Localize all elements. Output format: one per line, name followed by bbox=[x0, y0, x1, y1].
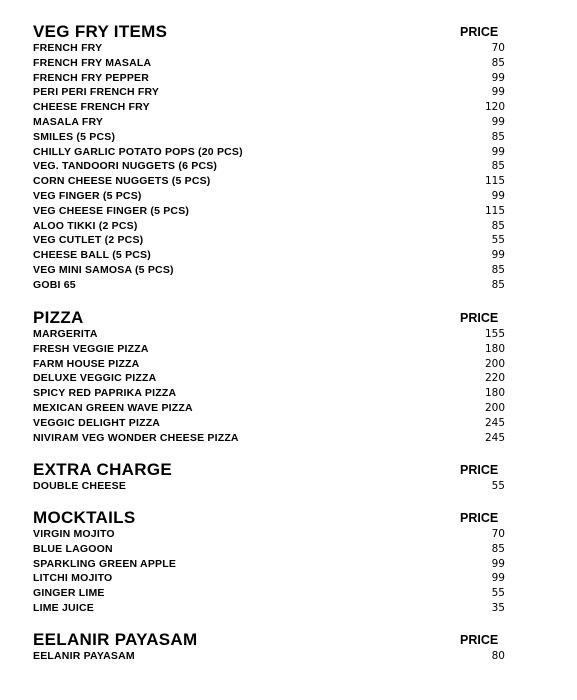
item-price: 99 bbox=[491, 86, 505, 99]
menu-item bbox=[0, 357, 577, 372]
item-name: MEXICAN GREEN WAVE PIZZA bbox=[33, 401, 193, 414]
menu-item bbox=[0, 100, 577, 115]
item-name: LIME JUICE bbox=[33, 601, 94, 614]
section-title: PIZZA bbox=[33, 308, 84, 327]
menu-item bbox=[0, 145, 577, 160]
item-name: CORN CHEESE NUGGETS (5 PCS) bbox=[33, 175, 211, 188]
item-price: 85 bbox=[491, 219, 505, 232]
item-name: MASALA FRY bbox=[33, 115, 104, 128]
item-name: ALOO TIKKI (2 PCS) bbox=[33, 219, 138, 232]
item-price: 85 bbox=[491, 278, 505, 291]
item-price: 70 bbox=[491, 528, 505, 540]
item-name: VEG FINGER (5 PCS) bbox=[33, 189, 142, 202]
item-price: 85 bbox=[491, 130, 505, 143]
item-price: 55 bbox=[491, 587, 505, 600]
menu-item bbox=[0, 278, 577, 293]
item-name: SPICY RED PAPRIKA PIZZA bbox=[33, 387, 177, 400]
item-price: 99 bbox=[491, 145, 505, 158]
menu-item bbox=[0, 189, 577, 204]
section-header bbox=[0, 308, 577, 328]
price-column-label: PRICE bbox=[460, 633, 499, 647]
menu-item bbox=[0, 41, 577, 56]
item-price: 99 bbox=[491, 115, 505, 128]
menu-item bbox=[0, 371, 577, 386]
menu-item bbox=[0, 159, 577, 174]
item-name: SPARKLING GREEN APPLE bbox=[33, 557, 177, 570]
item-name: FRESH VEGGIE PIZZA bbox=[33, 342, 149, 355]
section-title: EXTRA CHARGE bbox=[33, 460, 172, 479]
item-price: 200 bbox=[484, 401, 505, 414]
menu-item bbox=[0, 386, 577, 401]
menu-item bbox=[0, 401, 577, 416]
item-name: VEG CUTLET (2 PCS) bbox=[33, 234, 144, 247]
item-price: 35 bbox=[491, 601, 505, 614]
item-name: FARM HOUSE PIZZA bbox=[33, 357, 140, 370]
menu-item bbox=[0, 571, 577, 586]
menu-item bbox=[0, 601, 577, 616]
section-title: MOCKTAILS bbox=[33, 508, 136, 527]
item-name: DOUBLE CHEESE bbox=[33, 480, 127, 492]
section-title: EELANIR PAYASAM bbox=[33, 630, 198, 649]
item-price: 85 bbox=[491, 160, 505, 173]
item-price: 180 bbox=[484, 387, 505, 400]
menu-item bbox=[0, 115, 577, 130]
section-eelanir-payasam bbox=[0, 630, 577, 665]
item-price: 120 bbox=[484, 101, 505, 114]
menu-item bbox=[0, 248, 577, 263]
item-price: 245 bbox=[484, 431, 505, 444]
item-price: 99 bbox=[491, 189, 505, 202]
item-name: CHEESE FRENCH FRY bbox=[33, 101, 150, 114]
item-name: VEGGIC DELIGHT PIZZA bbox=[33, 416, 161, 429]
item-name: CHILLY GARLIC POTATO POPS (20 PCS) bbox=[33, 145, 243, 158]
item-price: 115 bbox=[484, 175, 505, 188]
section-header bbox=[0, 630, 577, 650]
item-price: 99 bbox=[491, 249, 505, 262]
item-name: LITCHI MOJITO bbox=[33, 572, 113, 585]
section-title: VEG FRY ITEMS bbox=[33, 22, 168, 41]
section-header bbox=[0, 460, 577, 480]
section-mocktails bbox=[0, 508, 577, 617]
item-price: 80 bbox=[491, 650, 505, 662]
section-header bbox=[0, 508, 577, 528]
item-price: 155 bbox=[484, 328, 505, 340]
item-name: NIVIRAM VEG WONDER CHEESE PIZZA bbox=[33, 431, 239, 444]
item-price: 99 bbox=[491, 557, 505, 570]
menu-item bbox=[0, 71, 577, 86]
menu-item bbox=[0, 557, 577, 572]
item-price: 55 bbox=[491, 480, 505, 492]
item-price: 180 bbox=[484, 342, 505, 355]
item-list bbox=[0, 527, 577, 616]
item-price: 70 bbox=[491, 42, 505, 54]
item-name: GOBI 65 bbox=[33, 278, 76, 291]
menu-item bbox=[0, 649, 577, 664]
item-price: 200 bbox=[484, 357, 505, 370]
menu-item bbox=[0, 542, 577, 557]
price-column-label: PRICE bbox=[460, 311, 499, 325]
item-price: 55 bbox=[491, 234, 505, 247]
item-name: FRENCH FRY bbox=[33, 42, 103, 54]
item-name: VEG CHEESE FINGER (5 PCS) bbox=[33, 204, 190, 217]
menu-item bbox=[0, 263, 577, 278]
menu-item bbox=[0, 416, 577, 431]
item-name: CHEESE BALL (5 PCS) bbox=[33, 249, 151, 262]
item-name: MARGERITA bbox=[33, 328, 98, 340]
item-price: 99 bbox=[491, 71, 505, 84]
item-name: VEG. TANDOORI NUGGETS (6 PCS) bbox=[33, 160, 218, 173]
item-list bbox=[0, 327, 577, 445]
menu-item bbox=[0, 85, 577, 100]
item-name: FRENCH FRY PEPPER bbox=[33, 71, 150, 84]
section-veg-fry-items bbox=[0, 22, 577, 294]
item-price: 220 bbox=[484, 372, 505, 385]
item-name: GINGER LIME bbox=[33, 587, 105, 600]
menu-item bbox=[0, 233, 577, 248]
item-price: 85 bbox=[491, 263, 505, 276]
menu-item bbox=[0, 327, 577, 342]
item-name: EELANIR PAYASAM bbox=[33, 650, 135, 662]
item-name: FRENCH FRY MASALA bbox=[33, 56, 152, 69]
section-extra-charge bbox=[0, 460, 577, 495]
item-price: 99 bbox=[491, 572, 505, 585]
item-name: VIRGIN MOJITO bbox=[33, 528, 115, 540]
item-price: 245 bbox=[484, 416, 505, 429]
item-name: DELUXE VEGGIC PIZZA bbox=[33, 372, 157, 385]
item-price: 85 bbox=[491, 56, 505, 69]
menu-item bbox=[0, 431, 577, 446]
item-price: 115 bbox=[484, 204, 505, 217]
item-name: SMILES (5 PCS) bbox=[33, 130, 116, 143]
menu-item bbox=[0, 219, 577, 234]
item-name: VEG MINI SAMOSA (5 PCS) bbox=[33, 263, 174, 276]
item-name: PERI PERI FRENCH FRY bbox=[33, 86, 160, 99]
item-list bbox=[0, 41, 577, 293]
price-column-label: PRICE bbox=[460, 463, 499, 477]
price-column-label: PRICE bbox=[460, 511, 499, 525]
item-list bbox=[0, 649, 577, 664]
item-list bbox=[0, 479, 577, 494]
menu-item bbox=[0, 174, 577, 189]
menu-item bbox=[0, 204, 577, 219]
menu-item bbox=[0, 527, 577, 542]
menu-item bbox=[0, 342, 577, 357]
menu-item bbox=[0, 479, 577, 494]
item-name: BLUE LAGOON bbox=[33, 542, 113, 555]
section-header bbox=[0, 22, 577, 42]
price-column-label: PRICE bbox=[460, 25, 499, 39]
menu-item bbox=[0, 130, 577, 145]
item-price: 85 bbox=[491, 542, 505, 555]
section-pizza bbox=[0, 308, 577, 446]
menu-item bbox=[0, 586, 577, 601]
menu-item bbox=[0, 56, 577, 71]
